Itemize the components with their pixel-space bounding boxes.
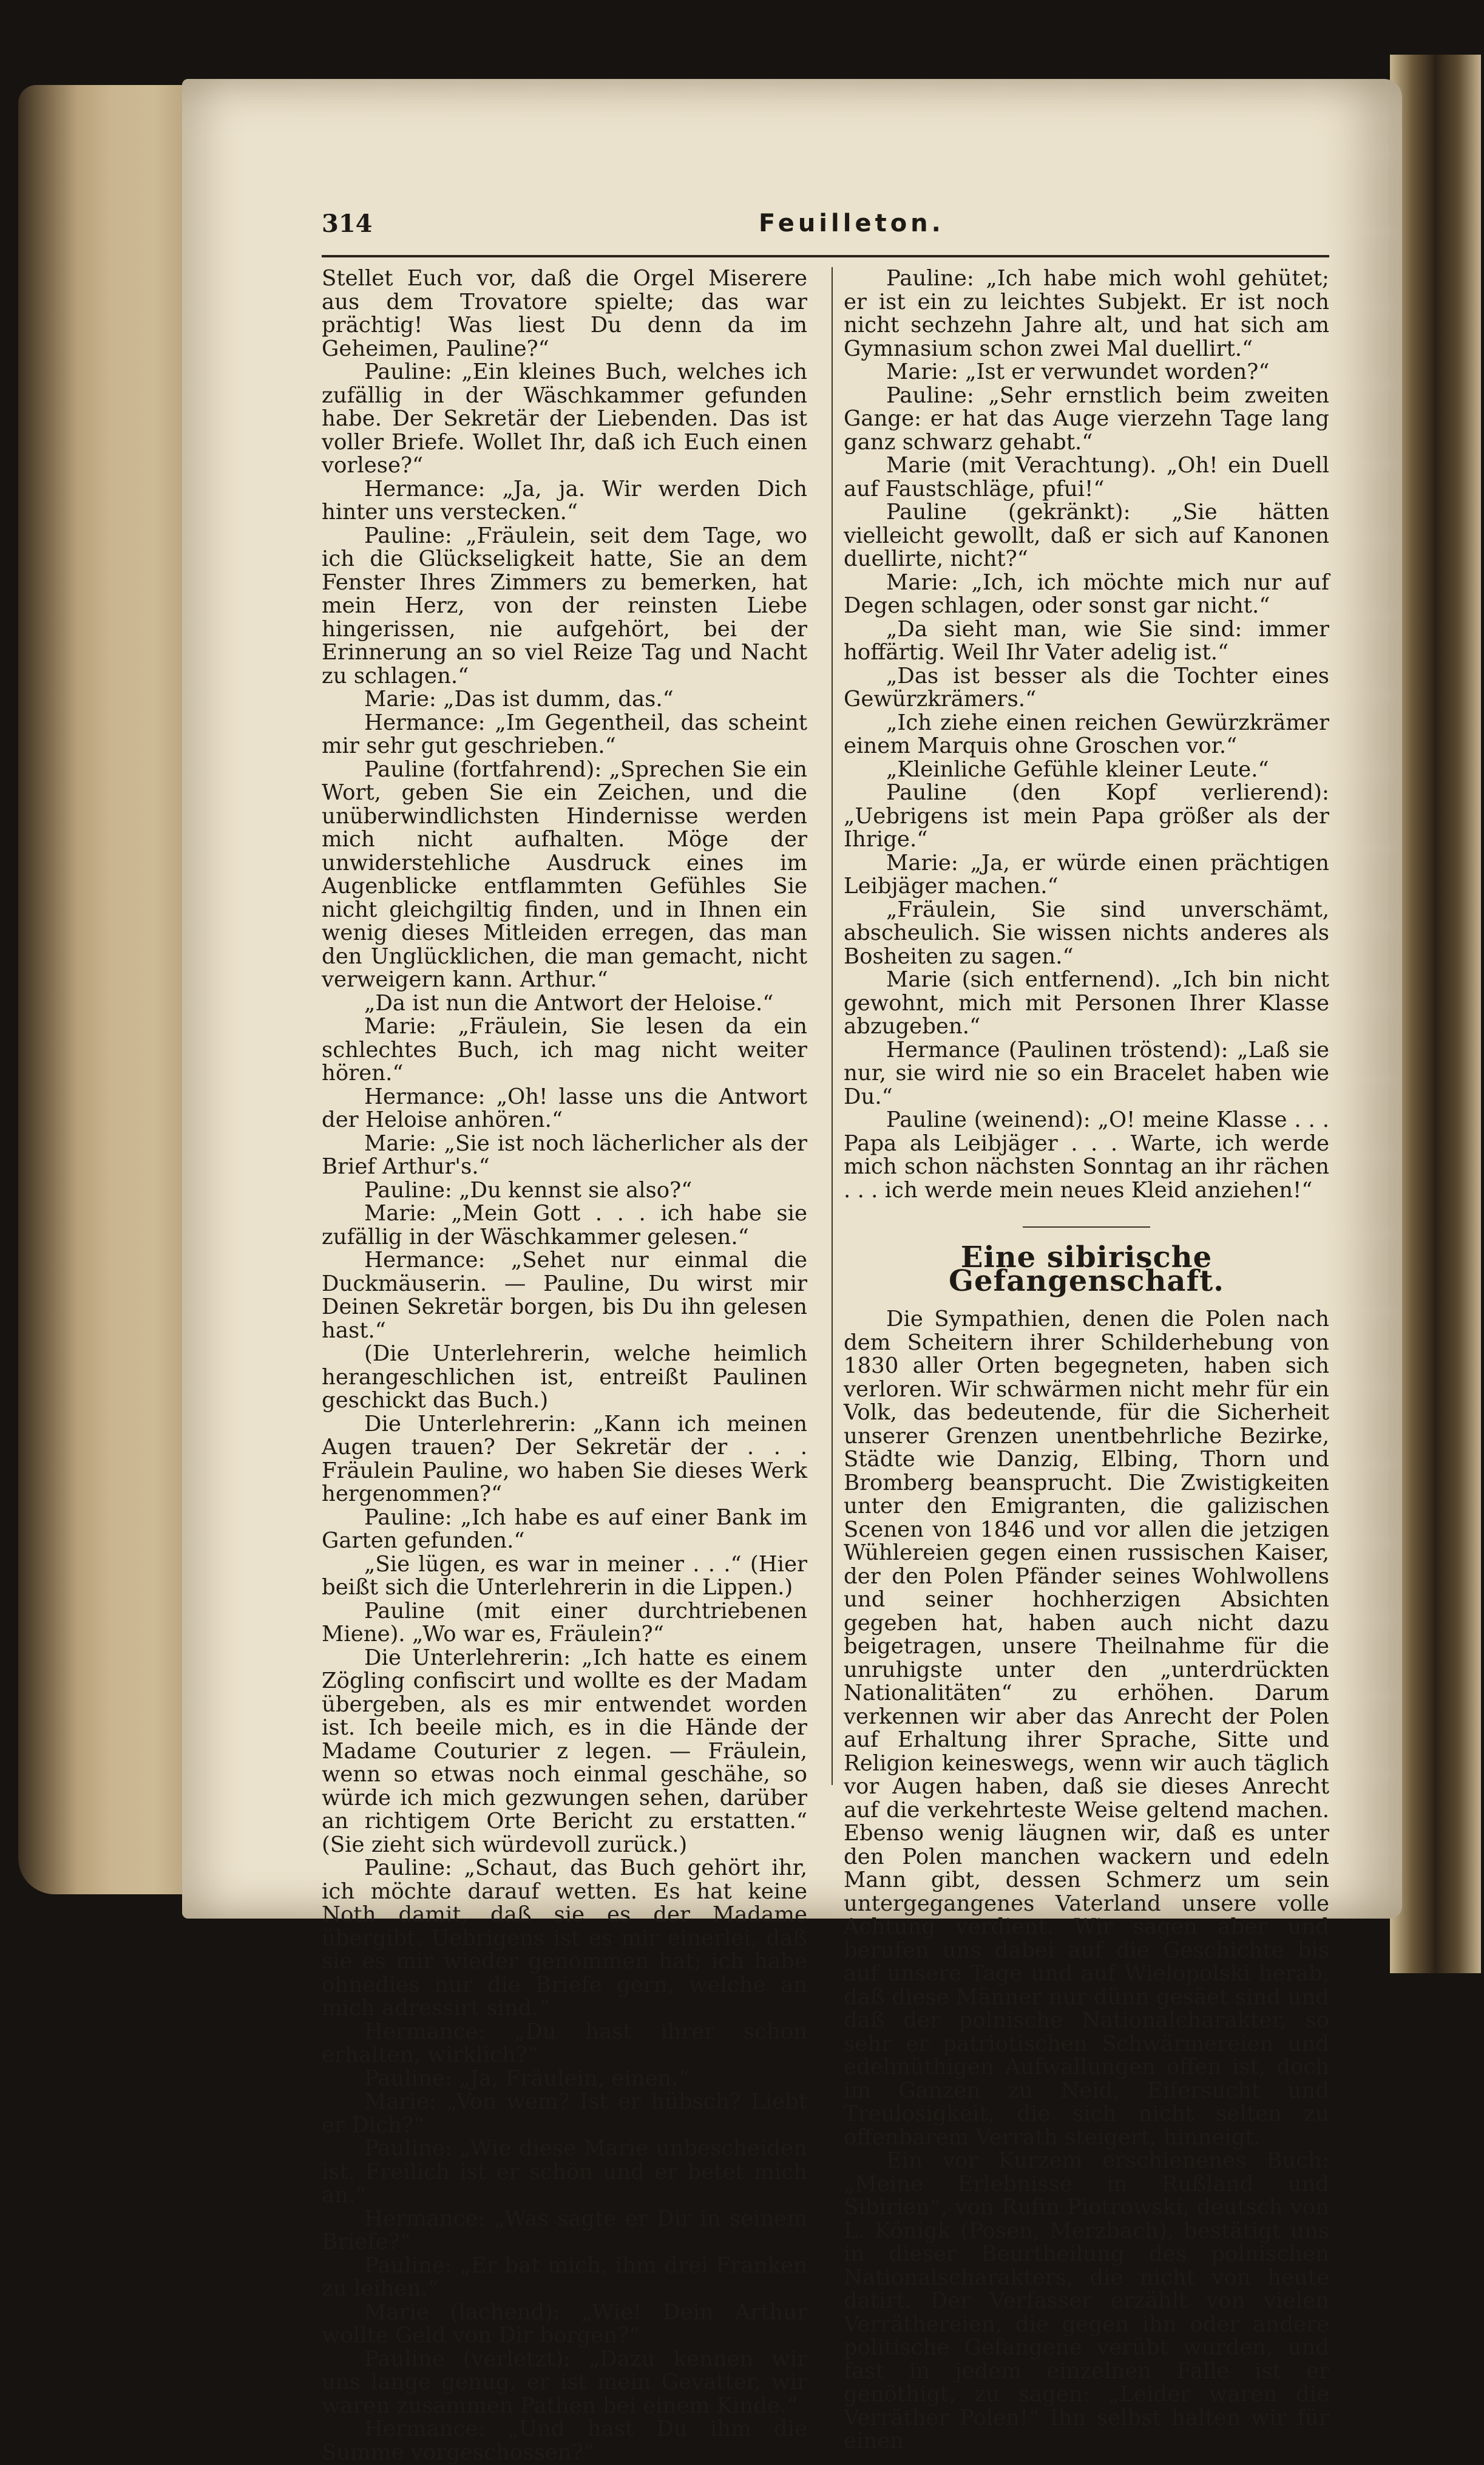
- page-header: [322, 209, 1329, 246]
- paragraph: Stellet Euch vor, daß die Orgel Miserere aus dem Trovatore spielte; das war prächtig! Was liest Du denn da im Geheimen, Pauline?“: [322, 266, 807, 361]
- paragraph: Die Unterlehrerin: „Kann ich meinen Augen trauen? Der Sekretär der . . . Fräulein Pauline, wo haben Sie dieses Werk hergenommen?“: [322, 1411, 807, 1506]
- paragraph: Pauline (fortfahrend): „Sprechen Sie ein Wort, geben Sie ein Zeichen, und die unüberwindlichsten Hindernisse werden mich nicht aufhalten. Möge der unwiderstehliche Ausdruck eines im Augenblicke entflammten Gefühles Sie nicht gleichgiltig finden, und in Ihnen ein wenig dieses Mitleiden erregen, das man den Unglücklichen, die man gemacht, nicht verweigern kann. Arthur.“: [322, 756, 807, 992]
- paragraph: Pauline: „Wie diese Marie unbescheiden ist. Freilich ist er schön und er betet mich an.“: [322, 2136, 807, 2208]
- paragraph: Marie (lachend): „Wie! Dein Arthur wollte Geld von Dir borgen?“: [322, 2299, 807, 2348]
- paragraph: Marie: „Ich, ich möchte mich nur auf Degen schlagen, oder sonst gar nicht.“: [844, 570, 1329, 618]
- paragraph: Pauline: „Er bat mich, ihm drei Franken zu leihen.“: [322, 2252, 807, 2301]
- section-divider: [1023, 1226, 1150, 1228]
- paragraph: Hermance: „Was sagte er Dir in seinem Briefe?“: [322, 2206, 807, 2254]
- paragraph: Marie: „Fräulein, Sie lesen da ein schlechtes Buch, ich mag nicht weiter hören.“: [322, 1014, 807, 1086]
- paragraph: „Das ist besser als die Tochter eines Gewürzkrämers.“: [844, 663, 1329, 712]
- paragraph: Pauline (verletzt): „Dazu kennen wir uns lange genug, er ist mein Gevatter, wir waren zusammen Pathen bei einem Kinde.“: [322, 2346, 807, 2418]
- paragraph: Pauline: „Fräulein, seit dem Tage, wo ich die Glückseligkeit hatte, Sie an dem Fenster Ihres Zimmers zu bemerken, hat mein Herz, von der reinsten Liebe hingerissen, nie aufgehört, bei der Erinnerung an so viel Reize Tag und Nacht zu schlagen.“: [322, 523, 807, 688]
- paragraph: Hermance (Paulinen tröstend): „Laß sie nur, sie wird nie so ein Bracelet haben wie Du.“: [844, 1037, 1329, 1109]
- running-title: Feuilleton.: [759, 209, 944, 237]
- paragraph: Marie: „Ist er verwundet worden?“: [886, 359, 1270, 384]
- paragraph: Pauline: „Ja, Fräulein, einen.“: [364, 2066, 689, 2091]
- paragraph: „Da sieht man, wie Sie sind: immer hoffärtig. Weil Ihr Vater adelig ist.“: [844, 616, 1329, 665]
- paragraph: Hermance: „Und hast Du ihm die Summe vorgeschossen?“: [322, 2416, 807, 2465]
- paragraph: Marie: „Sie ist noch lächerlicher als der Brief Arthur's.“: [322, 1130, 807, 1179]
- page-number: 314: [322, 209, 373, 238]
- column-divider: [832, 267, 833, 1785]
- paragraph: Pauline: „Ich habe es auf einer Bank im Garten gefunden.“: [322, 1504, 807, 1553]
- section-title: Eine sibirische Gefangenschaft.: [949, 1240, 1224, 1298]
- book-page-edges-right: [1390, 55, 1481, 1973]
- left-column: [322, 267, 807, 2464]
- paragraph: Marie: „Ja, er würde einen prächtigen Leibjäger machen.“: [844, 850, 1329, 899]
- paragraph: Hermance: „Du hast ihrer schon erhalten, wirklich?“: [322, 2019, 807, 2067]
- paragraph: Die Sympathien, denen die Polen nach dem Scheitern ihrer Schilderhebung von 1830 aller Orten begegneten, haben sich verloren. Wir schwärmen nicht mehr für ein Volk, das bedeutende, für die Sicherheit unserer Grenzen unentbehrliche Bezirke, Städte wie Danzig, Elbing, Thorn und Bromberg beansprucht. Die Zwistigkeiten unter den Emigranten, die galizischen Scenen von 1846 und vor allen die jetzigen Wühlereien gegen einen russischen Kaiser, der den Polen Pfänder seines Wohlwollens und seiner hochherzigen Absichten gegeben hat, haben auch nicht dazu beigetragen, unsere Theilnahme für die unruhigste unter den „unterdrückten Nationalitäten“ zu erhöhen. Darum verkennen wir aber das Anrecht der Polen auf Erhaltung ihrer Sprache, Sitte und Religion keineswegs, wenn wir auch täglich vor Augen haben, daß sie dieses Anrecht auf die verkehrteste Weise geltend machen. Ebenso wenig läugnen wir, daß es unter den Polen manchen wackern und edeln Mann gibt, dessen Schmerz um sein untergegangenes Vaterland unsere volle Achtung verdient. Wir sagen aber und berufen uns dabei auf die Geschichte bis auf unsere Tage und auf Wielopolski herab, daß diese Männer nur dünn gesäet sind und daß der polnische Nationalcharakter, so sehr er patriotischen Schwärmereien und edelmüthigen Aufwallungen offen ist, doch im Ganzen zu Neid, Eifersucht und Treulosigkeit, die sich nicht selten zu offenbarem Verrath steigert, hinneigt.: [844, 1307, 1329, 2150]
- paragraph: „Ich ziehe einen reichen Gewürzkrämer einem Marquis ohne Groschen vor.“: [844, 710, 1329, 758]
- paragraph: Hermance: „Sehet nur einmal die Duckmäuserin. — Pauline, Du wirst mir Deinen Sekretär borgen, bis Du ihn gelesen hast.“: [322, 1248, 807, 1343]
- paragraph: Die Unterlehrerin: „Ich hatte es einem Zögling confiscirt und wollte es der Madam übergeben, als es mir entwendet worden ist. Ich beeile mich, es in die Hände der Madame Couturier z legen. — Fräulein, wenn so etwas noch einmal geschähe, so würde ich mich gezwungen sehen, darüber an richtigem Orte Bericht zu erstatten.“ (Sie zieht sich würdevoll zurück.): [322, 1645, 807, 1857]
- right-column: [844, 267, 1329, 2453]
- paragraph: „Fräulein, Sie sind unverschämt, abscheulich. Sie wissen nichts anderes als Bosheiten zu sagen.“: [844, 897, 1329, 969]
- paragraph: Pauline (weinend): „O! meine Klasse . . . Papa als Leibjäger . . . Warte, ich werde mich schon nächsten Sonntag an ihr rächen . . . ich werde mein neues Kleid anziehen!“: [844, 1107, 1329, 1203]
- paragraph: Hermance: „Oh! lasse uns die Antwort der Heloise anhören.“: [322, 1084, 807, 1132]
- book-page-edges-left: [18, 85, 188, 1894]
- paragraph: Pauline (gekränkt): „Sie hätten vielleicht gewollt, daß er sich auf Kanonen duellirte, nicht?“: [844, 500, 1329, 571]
- paragraph: Marie: „Mein Gott . . . ich habe sie zufällig in der Wäschkammer gelesen.“: [322, 1201, 807, 1250]
- paragraph: „Kleinliche Gefühle kleiner Leute.“: [886, 756, 1269, 782]
- paragraph: Marie: „Von wem? Ist er hübsch? Liebt er Dich?“: [322, 2089, 807, 2138]
- paragraph: „Da ist nun die Antwort der Heloise.“: [364, 990, 774, 1016]
- paragraph: Pauline: „Ein kleines Buch, welches ich zufällig in der Wäschkammer gefunden habe. Der Sekretär der Liebenden. Das ist voller Briefe. Wollet Ihr, daß ich Euch einen vorlese?“: [322, 359, 807, 478]
- paragraph: Pauline (den Kopf verlierend): „Uebrigens ist mein Papa größer als der Ihrige.“: [844, 780, 1329, 852]
- paragraph: „Sie lügen, es war in meiner . . .“ (Hier beißt sich die Unterlehrerin in die Lippen.): [322, 1551, 807, 1600]
- paragraph: Hermance: „Im Gegentheil, das scheint mir sehr gut geschrieben.“: [322, 710, 807, 758]
- header-rule: [322, 255, 1329, 257]
- paragraph: Pauline: „Sehr ernstlich beim zweiten Gange: er hat das Auge vierzehn Tage lang ganz schwarz gehabt.“: [844, 382, 1329, 455]
- paragraph: Marie (sich entfernend). „Ich bin nicht gewohnt, mich mit Personen Ihrer Klasse abzugeben.“: [844, 967, 1329, 1039]
- paragraph: Pauline (mit einer durchtriebenen Miene). „Wo war es, Fräulein?“: [322, 1598, 807, 1647]
- paragraph: Pauline: „Ich habe mich wohl gehütet; er ist ein zu leichtes Subjekt. Er ist noch nicht sechzehn Jahre alt, und hat sich am Gymnasium schon zwei Mal duellirt.“: [844, 266, 1329, 361]
- paragraph: Pauline: „Du kennst sie also?“: [364, 1177, 693, 1203]
- paragraph: Marie: „Das ist dumm, das.“: [364, 687, 674, 712]
- paragraph: Marie (mit Verachtung). „Oh! ein Duell auf Faustschläge, pfui!“: [844, 453, 1329, 501]
- paragraph: Hermance: „Ja, ja. Wir werden Dich hinter uns verstecken.“: [322, 476, 807, 525]
- paragraph: Pauline: „Schaut, das Buch gehört ihr, ich möchte darauf wetten. Es hat keine Noth damit, daß sie es der Madame übergibt. Uebrigens ist es mir einerlei, daß sie es mir wieder genommen hat; ich habe ohnedies nur die Briefe gern, welche an mich adressirt sind.“: [322, 1855, 807, 2021]
- paragraph: (Die Unterlehrerin, welche heimlich herangeschlichen ist, entreißt Paulinen geschickt das Buch.): [322, 1341, 807, 1413]
- paragraph: Ein vor Kurzem erschienenes Buch: „Meine Erlebnisse in Rußland und Sibirien“, von Rufin Piotrowski, deutsch von L. Königk (Posen, Merzbach), bestätigt uns in dieser Beurtheilung des polnischen Nationalscharakters, die nicht von heute datirt. Der Verfasser erzählt von vielen Verräthereien, die gegen ihn oder andere politische Gefangene verübt wurden, und fast in jedem einzelnen Falle ist er genöthigt, zu sagen: „Leider waren die Verräther Polen!“ Ihn selbst halten wir für einen: [844, 2148, 1329, 2453]
